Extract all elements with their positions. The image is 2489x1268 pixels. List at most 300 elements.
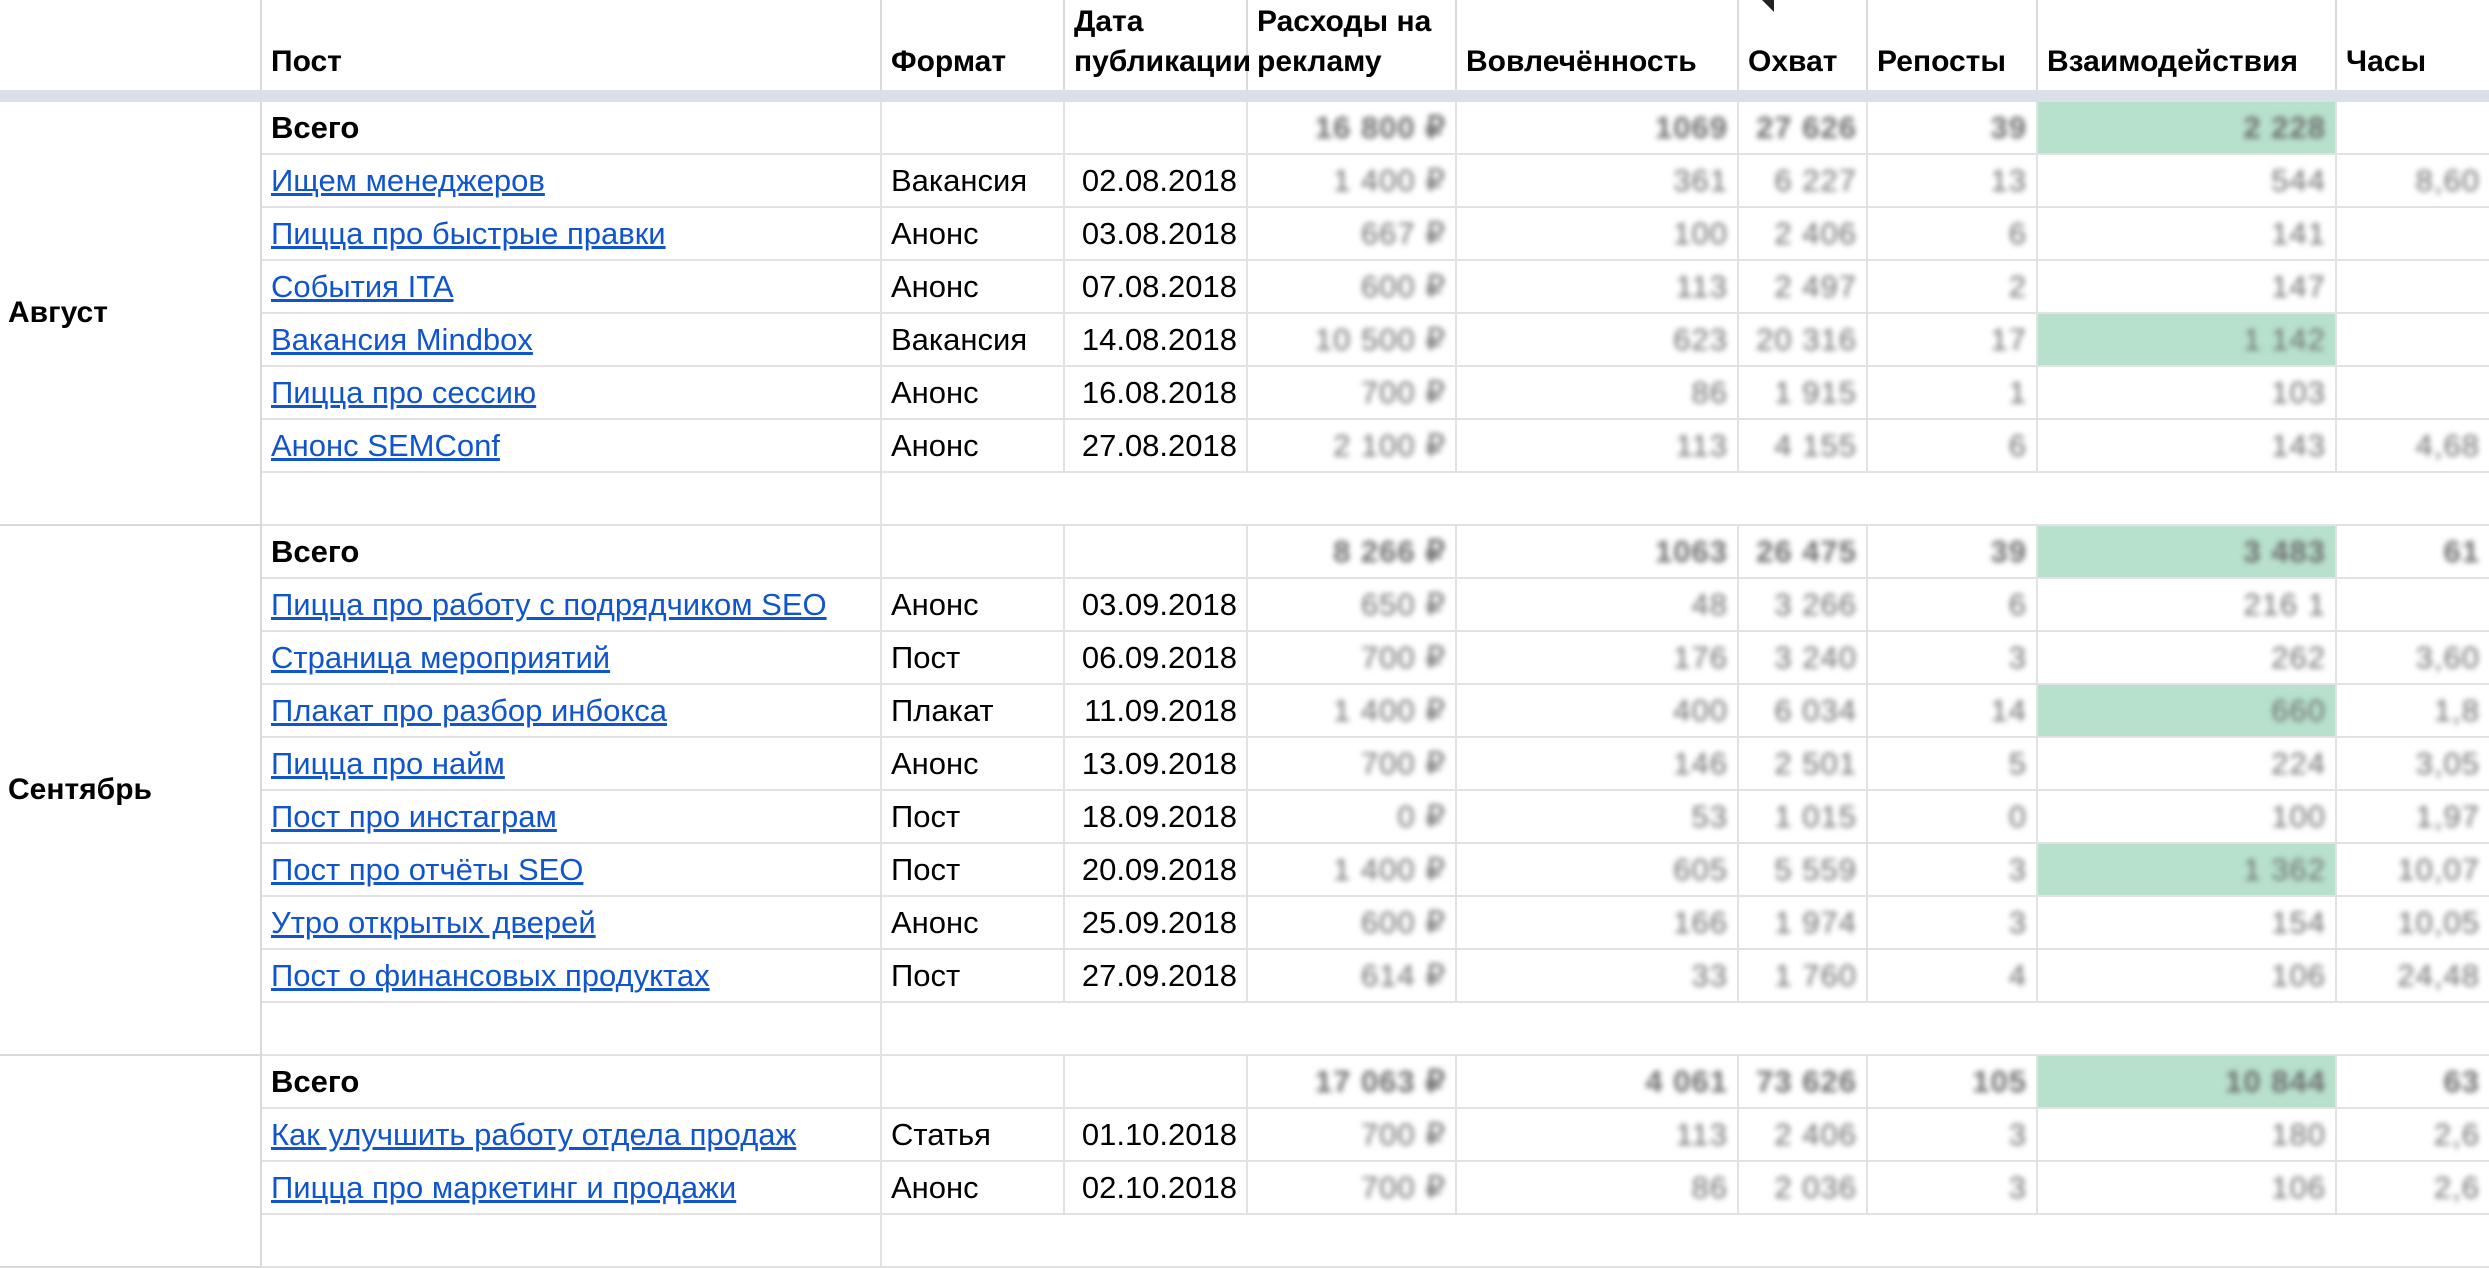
rep-value: 14	[1990, 693, 2027, 728]
header-reach-label: Охват	[1748, 45, 1838, 78]
int-value: 147	[2271, 269, 2326, 304]
format-cell[interactable]: Статья	[882, 1109, 1065, 1160]
hours-value: 2,6	[2433, 1117, 2480, 1152]
ads-value: 614 ₽	[1360, 958, 1446, 993]
post-cell[interactable]	[262, 685, 882, 736]
ads-cell[interactable]	[1248, 1162, 1457, 1213]
ads-value: 1 400 ₽	[1333, 163, 1446, 198]
total-hours-cell[interactable]	[2337, 1056, 2489, 1107]
reach-cell[interactable]	[1739, 155, 1868, 206]
ads-value: 700 ₽	[1360, 1170, 1446, 1205]
int-value: 262	[2271, 640, 2326, 675]
reach-cell[interactable]	[1739, 579, 1868, 630]
hours-value: 2,6	[2433, 1170, 2480, 1205]
reach-cell[interactable]	[1739, 950, 1868, 1001]
total-label-cell[interactable]: Всего	[262, 526, 882, 577]
rep-value: 6	[2008, 587, 2027, 622]
table-row	[262, 208, 2489, 261]
reach-cell[interactable]	[1739, 314, 1868, 365]
format-cell[interactable]: Вакансия	[882, 314, 1065, 365]
table-row	[262, 261, 2489, 314]
hours-value: 4,68	[2415, 428, 2480, 463]
eng-value: 53	[1691, 799, 1728, 834]
date-cell[interactable]: 20.09.2018	[1065, 844, 1248, 895]
hours-cell[interactable]	[2337, 579, 2489, 630]
empty-cell[interactable]	[1065, 1056, 1248, 1107]
empty-cell[interactable]	[882, 102, 1065, 153]
post-cell[interactable]	[262, 579, 882, 630]
int-cell[interactable]	[2038, 685, 2337, 736]
ads-cell[interactable]	[1248, 738, 1457, 789]
reach-value: 1 974	[1774, 905, 1857, 940]
eng-cell[interactable]	[1457, 314, 1739, 365]
reach-cell[interactable]	[1739, 685, 1868, 736]
header-date-line2: публикации	[1074, 45, 1252, 78]
header-date[interactable]	[1065, 0, 1252, 90]
eng-value: 146	[1673, 746, 1728, 781]
post-link[interactable]: Ищем менеджеров	[271, 163, 545, 198]
empty-cell[interactable]	[882, 526, 1065, 577]
format-cell[interactable]: Пост	[882, 791, 1065, 842]
ads-value: 600 ₽	[1360, 905, 1446, 940]
eng-cell[interactable]	[1457, 367, 1739, 418]
total-rep-cell[interactable]	[1868, 102, 2038, 153]
eng-value: 113	[1675, 269, 1728, 304]
blank-row	[262, 1215, 2489, 1268]
total-rep-value: 39	[1990, 534, 2027, 569]
format-cell[interactable]: Анонс	[882, 897, 1065, 948]
rep-cell[interactable]	[1868, 1162, 2038, 1213]
hours-cell[interactable]	[2337, 261, 2489, 312]
table-row	[262, 1162, 2489, 1215]
post-link[interactable]: Как улучшить работу отдела продаж	[271, 1117, 797, 1152]
date-cell[interactable]: 02.08.2018	[1065, 155, 1248, 206]
hours-cell[interactable]	[2337, 420, 2489, 471]
post-link[interactable]: Пицца про маркетинг и продажи	[271, 1170, 737, 1205]
format-cell[interactable]: Анонс	[882, 367, 1065, 418]
int-value: 660	[2271, 693, 2326, 728]
reach-cell[interactable]	[1739, 420, 1868, 471]
int-cell[interactable]	[2038, 632, 2337, 683]
int-cell[interactable]	[2038, 367, 2337, 418]
eng-value: 86	[1691, 1170, 1728, 1205]
hours-cell[interactable]	[2337, 738, 2489, 789]
total-reach-cell[interactable]	[1739, 102, 1868, 153]
blank-row	[262, 1003, 2489, 1056]
eng-value: 113	[1675, 428, 1728, 463]
total-rep-value: 39	[1990, 110, 2027, 145]
post-cell[interactable]	[262, 420, 882, 471]
reach-cell[interactable]	[1739, 632, 1868, 683]
ads-cell[interactable]	[1248, 208, 1457, 259]
int-cell[interactable]	[2038, 1109, 2337, 1160]
comment-marker-icon[interactable]	[1762, 0, 1774, 12]
blank-row	[262, 473, 2489, 526]
rep-cell[interactable]	[1868, 261, 2038, 312]
total-reach-value: 73 626	[1756, 1064, 1857, 1099]
hours-value: 1,8	[2433, 693, 2480, 728]
post-link[interactable]: Пост о финансовых продуктах	[271, 958, 710, 993]
int-cell[interactable]	[2038, 155, 2337, 206]
rep-cell[interactable]	[1868, 314, 2038, 365]
format-cell[interactable]: Вакансия	[882, 155, 1065, 206]
rep-value: 3	[2008, 905, 2027, 940]
total-eng-value: 4 061	[1645, 1064, 1728, 1099]
post-link[interactable]: События ITA	[271, 269, 454, 304]
hours-cell[interactable]	[2337, 208, 2489, 259]
reach-value: 3 266	[1774, 587, 1857, 622]
post-link[interactable]: Анонс SEMConf	[271, 428, 500, 463]
eng-cell[interactable]	[1457, 738, 1739, 789]
reach-value: 3 240	[1774, 640, 1857, 675]
format-cell[interactable]: Анонс	[882, 738, 1065, 789]
hours-cell[interactable]	[2337, 1109, 2489, 1160]
month-label-2[interactable]	[0, 1056, 262, 1268]
table-row	[262, 1109, 2489, 1162]
empty-cell[interactable]	[1065, 526, 1248, 577]
eng-cell[interactable]	[1457, 844, 1739, 895]
int-value: 544	[2271, 163, 2326, 198]
int-value: 106	[2271, 1170, 2326, 1205]
total-reach-value: 27 626	[1756, 110, 1857, 145]
eng-value: 33	[1691, 958, 1728, 993]
total-label-cell[interactable]: Всего	[262, 102, 882, 153]
hours-cell[interactable]	[2337, 367, 2489, 418]
eng-cell[interactable]	[1457, 791, 1739, 842]
format-cell[interactable]: Анонс	[882, 420, 1065, 471]
rep-cell[interactable]	[1868, 367, 2038, 418]
reach-cell[interactable]	[1739, 1109, 1868, 1160]
int-cell[interactable]	[2038, 261, 2337, 312]
rep-cell[interactable]	[1868, 632, 2038, 683]
ads-cell[interactable]	[1248, 367, 1457, 418]
reach-value: 1 015	[1774, 799, 1857, 834]
eng-value: 605	[1673, 852, 1728, 887]
reach-cell[interactable]	[1739, 844, 1868, 895]
hours-cell[interactable]	[2337, 950, 2489, 1001]
eng-value: 623	[1673, 322, 1728, 357]
int-cell[interactable]	[2038, 314, 2337, 365]
total-eng-value: 1069	[1655, 110, 1728, 145]
post-link[interactable]: Вакансия Mindbox	[271, 322, 533, 357]
header-interactions-label: Взаимодействия	[2047, 45, 2298, 78]
header-date-line1: Дата	[1074, 5, 1144, 38]
header-hours[interactable]	[2337, 0, 2489, 90]
post-cell[interactable]	[262, 844, 882, 895]
total-reach-cell[interactable]	[1739, 1056, 1868, 1107]
post-cell[interactable]	[262, 367, 882, 418]
total-int-value: 10 844	[2225, 1064, 2326, 1099]
int-cell[interactable]	[2038, 897, 2337, 948]
ads-cell[interactable]	[1248, 420, 1457, 471]
date-cell[interactable]: 27.09.2018	[1065, 950, 1248, 1001]
reach-cell[interactable]	[1739, 1162, 1868, 1213]
post-link[interactable]: Страница мероприятий	[271, 640, 611, 675]
ads-value: 700 ₽	[1360, 1117, 1446, 1152]
date-cell[interactable]: 03.09.2018	[1065, 579, 1248, 630]
empty-cell[interactable]	[1065, 102, 1248, 153]
header-engagement[interactable]	[1457, 0, 1739, 90]
date-cell[interactable]: 07.08.2018	[1065, 261, 1248, 312]
total-hours-cell[interactable]	[2337, 526, 2489, 577]
format-cell[interactable]: Пост	[882, 950, 1065, 1001]
empty-cell[interactable]	[262, 1003, 882, 1054]
ads-value: 0 ₽	[1397, 799, 1446, 834]
post-link[interactable]: Пицца про найм	[271, 746, 505, 781]
rep-value: 4	[2008, 958, 2027, 993]
header-format[interactable]	[882, 0, 1065, 90]
rep-cell[interactable]	[1868, 685, 2038, 736]
ads-value: 10 500 ₽	[1314, 322, 1446, 357]
hours-cell[interactable]	[2337, 897, 2489, 948]
rep-cell[interactable]	[1868, 155, 2038, 206]
format-cell[interactable]: Анонс	[882, 208, 1065, 259]
format-cell[interactable]: Анонс	[882, 1162, 1065, 1213]
format-cell[interactable]: Плакат	[882, 685, 1065, 736]
date-cell[interactable]: 11.09.2018	[1065, 685, 1248, 736]
ads-cell[interactable]	[1248, 897, 1457, 948]
date-cell[interactable]: 03.08.2018	[1065, 208, 1248, 259]
rep-cell[interactable]	[1868, 208, 2038, 259]
rep-value: 6	[2008, 216, 2027, 251]
int-cell[interactable]	[2038, 420, 2337, 471]
ads-cell[interactable]	[1248, 314, 1457, 365]
rep-value: 13	[1990, 163, 2027, 198]
rep-cell[interactable]	[1868, 420, 2038, 471]
total-rep-cell[interactable]	[1868, 526, 2038, 577]
format-cell[interactable]: Анонс	[882, 261, 1065, 312]
reach-value: 1 760	[1774, 958, 1857, 993]
post-cell[interactable]	[262, 1109, 882, 1160]
rep-value: 3	[2008, 852, 2027, 887]
total-ads-value: 16 800 ₽	[1314, 110, 1446, 145]
post-link[interactable]: Пост про инстаграм	[271, 799, 557, 834]
hours-value: 10,05	[2397, 905, 2480, 940]
header-post-label: Пост	[271, 45, 342, 78]
total-reach-cell[interactable]	[1739, 526, 1868, 577]
date-cell[interactable]: 01.10.2018	[1065, 1109, 1248, 1160]
reach-value: 2 406	[1774, 216, 1857, 251]
reach-value: 6 227	[1774, 163, 1857, 198]
format-cell[interactable]: Анонс	[882, 579, 1065, 630]
table-row	[262, 791, 2489, 844]
hours-cell[interactable]	[2337, 844, 2489, 895]
ads-cell[interactable]	[1248, 579, 1457, 630]
total-ads-value: 17 063 ₽	[1314, 1064, 1446, 1099]
date-cell[interactable]: 25.09.2018	[1065, 897, 1248, 948]
total-eng-cell[interactable]	[1457, 526, 1739, 577]
hours-cell[interactable]	[2337, 685, 2489, 736]
date-cell[interactable]: 02.10.2018	[1065, 1162, 1248, 1213]
post-link[interactable]: Плакат про разбор инбокса	[271, 693, 668, 728]
rep-value: 5	[2008, 746, 2027, 781]
total-ads-cell[interactable]	[1248, 102, 1457, 153]
table-row	[262, 844, 2489, 897]
post-cell[interactable]	[262, 632, 882, 683]
month-label-1[interactable]: Сентябрь	[0, 526, 262, 1056]
int-cell[interactable]	[2038, 950, 2337, 1001]
header-reach[interactable]	[1739, 0, 1868, 90]
date-cell[interactable]: 13.09.2018	[1065, 738, 1248, 789]
rep-value: 0	[2008, 799, 2027, 834]
post-cell[interactable]	[262, 155, 882, 206]
date-cell[interactable]: 18.09.2018	[1065, 791, 1248, 842]
table-row	[262, 738, 2489, 791]
post-cell[interactable]	[262, 897, 882, 948]
eng-cell[interactable]	[1457, 420, 1739, 471]
int-cell[interactable]	[2038, 579, 2337, 630]
hours-value: 10,07	[2397, 852, 2480, 887]
post-cell[interactable]	[262, 314, 882, 365]
post-link[interactable]: Пост про отчёты SEO	[271, 852, 584, 887]
reach-cell[interactable]	[1739, 791, 1868, 842]
reach-cell[interactable]	[1739, 738, 1868, 789]
total-row	[262, 1056, 2489, 1109]
ads-cell[interactable]	[1248, 685, 1457, 736]
int-value: 216 1	[2243, 587, 2326, 622]
eng-cell[interactable]	[1457, 950, 1739, 1001]
eng-cell[interactable]	[1457, 685, 1739, 736]
empty-cell[interactable]	[262, 473, 882, 524]
ads-cell[interactable]	[1248, 155, 1457, 206]
rep-cell[interactable]	[1868, 1109, 2038, 1160]
ads-cell[interactable]	[1248, 791, 1457, 842]
hours-cell[interactable]	[2337, 632, 2489, 683]
rep-cell[interactable]	[1868, 950, 2038, 1001]
eng-value: 100	[1673, 216, 1728, 251]
frozen-row-divider[interactable]	[0, 90, 2489, 102]
int-value: 1 142	[2243, 322, 2326, 357]
eng-value: 113	[1675, 1117, 1728, 1152]
total-eng-cell[interactable]	[1457, 1056, 1739, 1107]
ads-value: 700 ₽	[1360, 746, 1446, 781]
hours-cell[interactable]	[2337, 155, 2489, 206]
ads-cell[interactable]	[1248, 1109, 1457, 1160]
rep-value: 6	[2008, 428, 2027, 463]
post-link[interactable]: Пицца про работу с подрядчиком SEO	[271, 587, 827, 622]
post-cell[interactable]	[262, 1162, 882, 1213]
date-cell[interactable]: 16.08.2018	[1065, 367, 1248, 418]
header-reposts-label: Репосты	[1877, 45, 2006, 78]
post-link[interactable]: Утро открытых дверей	[271, 905, 596, 940]
total-label-cell[interactable]: Всего	[262, 1056, 882, 1107]
total-int-value: 2 228	[2243, 110, 2326, 145]
date-cell[interactable]: 06.09.2018	[1065, 632, 1248, 683]
reach-value: 2 406	[1774, 1117, 1857, 1152]
post-cell[interactable]	[262, 261, 882, 312]
reach-cell[interactable]	[1739, 367, 1868, 418]
table-row	[262, 632, 2489, 685]
date-cell[interactable]: 14.08.2018	[1065, 314, 1248, 365]
eng-cell[interactable]	[1457, 155, 1739, 206]
ads-value: 650 ₽	[1360, 587, 1446, 622]
eng-cell[interactable]	[1457, 632, 1739, 683]
hours-cell[interactable]	[2337, 1162, 2489, 1213]
rep-value: 3	[2008, 640, 2027, 675]
post-cell[interactable]	[262, 950, 882, 1001]
reach-cell[interactable]	[1739, 208, 1868, 259]
rep-cell[interactable]	[1868, 844, 2038, 895]
post-link[interactable]: Пицца про сессию	[271, 375, 537, 410]
total-int-cell[interactable]	[2038, 526, 2337, 577]
int-cell[interactable]	[2038, 844, 2337, 895]
ads-cell[interactable]	[1248, 950, 1457, 1001]
ads-cell[interactable]	[1248, 261, 1457, 312]
int-cell[interactable]	[2038, 208, 2337, 259]
table-row	[262, 155, 2489, 208]
ads-cell[interactable]	[1248, 632, 1457, 683]
rep-value: 3	[2008, 1170, 2027, 1205]
hours-value: 8,60	[2415, 163, 2480, 198]
header-ads[interactable]	[1248, 0, 1457, 90]
total-eng-cell[interactable]	[1457, 102, 1739, 153]
month-label-0[interactable]: Август	[0, 102, 262, 526]
ads-cell[interactable]	[1248, 844, 1457, 895]
format-cell[interactable]: Пост	[882, 632, 1065, 683]
post-cell[interactable]	[262, 208, 882, 259]
header-format-label: Формат	[891, 45, 1007, 78]
post-link[interactable]: Пицца про быстрые правки	[271, 216, 666, 251]
post-cell[interactable]	[262, 738, 882, 789]
ads-value: 2 100 ₽	[1333, 428, 1446, 463]
empty-cell[interactable]	[882, 1056, 1065, 1107]
header-ads-line2: рекламу	[1257, 45, 1382, 78]
eng-value: 48	[1691, 587, 1728, 622]
format-cell[interactable]: Пост	[882, 844, 1065, 895]
int-cell[interactable]	[2038, 1162, 2337, 1213]
int-cell[interactable]	[2038, 738, 2337, 789]
total-rep-cell[interactable]	[1868, 1056, 2038, 1107]
reach-cell[interactable]	[1739, 897, 1868, 948]
int-value: 1 362	[2243, 852, 2326, 887]
total-ads-cell[interactable]	[1248, 1056, 1457, 1107]
header-post[interactable]	[262, 0, 882, 90]
eng-cell[interactable]	[1457, 897, 1739, 948]
header-blank-cell[interactable]	[0, 0, 262, 90]
reach-cell[interactable]	[1739, 261, 1868, 312]
rep-value: 1	[2008, 375, 2027, 410]
table-row	[262, 420, 2489, 473]
eng-cell[interactable]	[1457, 208, 1739, 259]
rep-cell[interactable]	[1868, 897, 2038, 948]
hours-value: 3,60	[2415, 640, 2480, 675]
total-ads-value: 8 266 ₽	[1333, 534, 1446, 569]
post-cell[interactable]	[262, 791, 882, 842]
eng-value: 166	[1673, 905, 1728, 940]
empty-cell[interactable]	[262, 1215, 882, 1266]
total-hours-cell[interactable]	[2337, 102, 2489, 153]
hours-cell[interactable]	[2337, 791, 2489, 842]
rep-cell[interactable]	[1868, 738, 2038, 789]
int-value: 143	[2271, 428, 2326, 463]
rep-cell[interactable]	[1868, 579, 2038, 630]
total-int-cell[interactable]	[2038, 1056, 2337, 1107]
int-value: 141	[2271, 216, 2326, 251]
eng-cell[interactable]	[1457, 579, 1739, 630]
date-cell[interactable]: 27.08.2018	[1065, 420, 1248, 471]
header-interactions[interactable]	[2038, 0, 2337, 90]
hours-cell[interactable]	[2337, 314, 2489, 365]
reach-value: 20 316	[1756, 322, 1857, 357]
int-cell[interactable]	[2038, 791, 2337, 842]
eng-cell[interactable]	[1457, 1162, 1739, 1213]
total-int-cell[interactable]	[2038, 102, 2337, 153]
rep-cell[interactable]	[1868, 791, 2038, 842]
eng-cell[interactable]	[1457, 261, 1739, 312]
total-ads-cell[interactable]	[1248, 526, 1457, 577]
header-reposts[interactable]	[1868, 0, 2038, 90]
eng-cell[interactable]	[1457, 1109, 1739, 1160]
